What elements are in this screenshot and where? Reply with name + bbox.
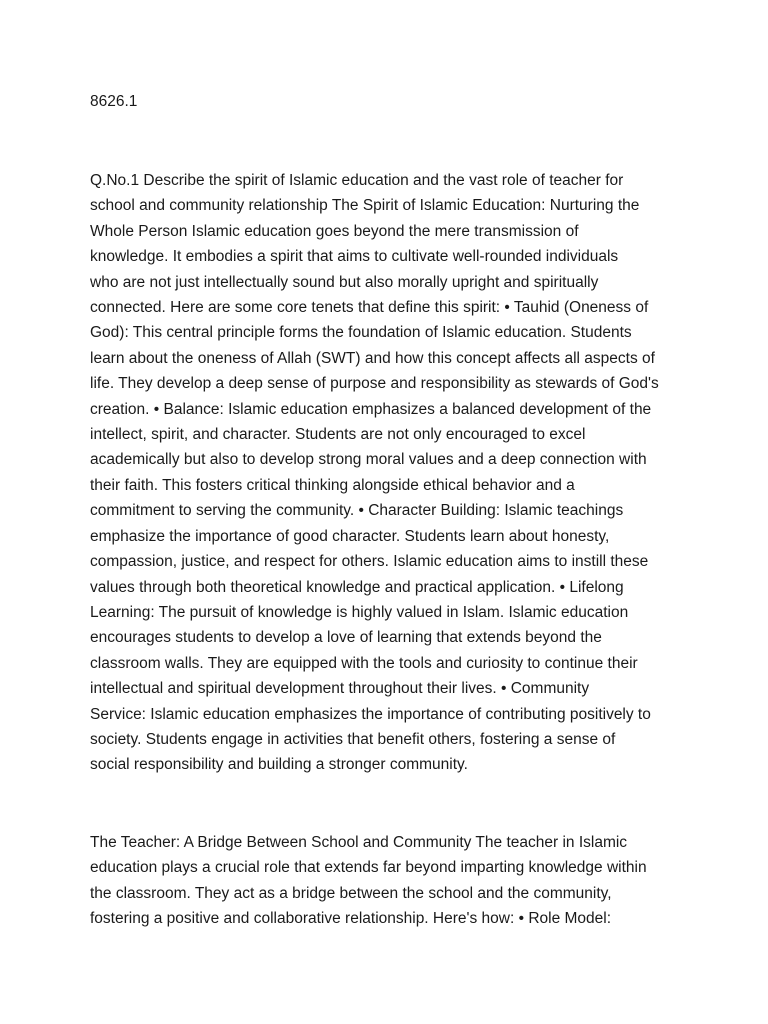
text-line: classroom walls. They are equipped with the tools and curiosity to continue their xyxy=(90,654,638,672)
text-line: The Teacher: A Bridge Between School and Community The teacher in Islamic xyxy=(90,834,628,851)
document-id: 8626.1 xyxy=(90,93,138,110)
text-line: intellect, spirit, and character. Students are not only encouraged to excel xyxy=(90,426,586,444)
text-line: values through both theoretical knowledge and practical application. • Lifelong xyxy=(90,578,624,596)
text-line: school and community relationship The Spirit of Islamic Education: Nurturing the xyxy=(90,197,640,215)
paragraph-teacher-bridge xyxy=(90,830,690,932)
text-line: society. Students engage in activities that benefit others, fostering a sense of xyxy=(90,730,616,748)
text-line: fostering a positive and collaborative relationship. Here's how: • Role Model: xyxy=(90,910,612,928)
text-line: Learning: The pursuit of knowledge is highly valued in Islam. Islamic education xyxy=(90,603,629,621)
text-line: intellectual and spiritual development throughout their lives. • Community xyxy=(90,680,590,698)
text-line: Q.No.1 Describe the spirit of Islamic education and the vast role of teacher for xyxy=(90,172,624,189)
text-line: education plays a crucial role that extends far beyond imparting knowledge within xyxy=(90,859,647,877)
text-line: creation. • Balance: Islamic education emphasizes a balanced development of the xyxy=(90,400,652,418)
text-line: who are not just intellectually sound but also morally upright and spiritually xyxy=(90,273,599,291)
text-line: God): This central principle forms the foundation of Islamic education. Students xyxy=(90,324,632,342)
text-line: connected. Here are some core tenets that define this spirit: • Tauhid (Oneness of xyxy=(90,299,649,317)
text-line: commitment to serving the community. • Character Building: Islamic teachings xyxy=(90,502,624,520)
text-line: knowledge. It embodies a spirit that aims to cultivate well-rounded individuals xyxy=(90,248,619,266)
text-line: Whole Person Islamic education goes beyond the mere transmission of xyxy=(90,222,579,240)
text-line: academically but also to develop strong moral values and a deep connection with xyxy=(90,451,647,469)
text-line: encourages students to develop a love of learning that extends beyond the xyxy=(90,629,602,647)
text-line: compassion, justice, and respect for others. Islamic education aims to instill these xyxy=(90,553,649,571)
text-line: their faith. This fosters critical thinking alongside ethical behavior and a xyxy=(90,476,575,494)
text-line: the classroom. They act as a bridge between the school and the community, xyxy=(90,884,612,902)
text-line: Service: Islamic education emphasizes the importance of contributing positively to xyxy=(90,705,651,723)
paragraph-spirit-of-islamic-education xyxy=(90,168,690,778)
text-line: social responsibility and building a stronger community. xyxy=(90,756,468,774)
text-line: learn about the oneness of Allah (SWT) and how this concept affects all aspects of xyxy=(90,349,655,367)
text-line: life. They develop a deep sense of purpose and responsibility as stewards of God's xyxy=(90,375,659,393)
text-line: emphasize the importance of good character. Students learn about honesty, xyxy=(90,527,610,545)
